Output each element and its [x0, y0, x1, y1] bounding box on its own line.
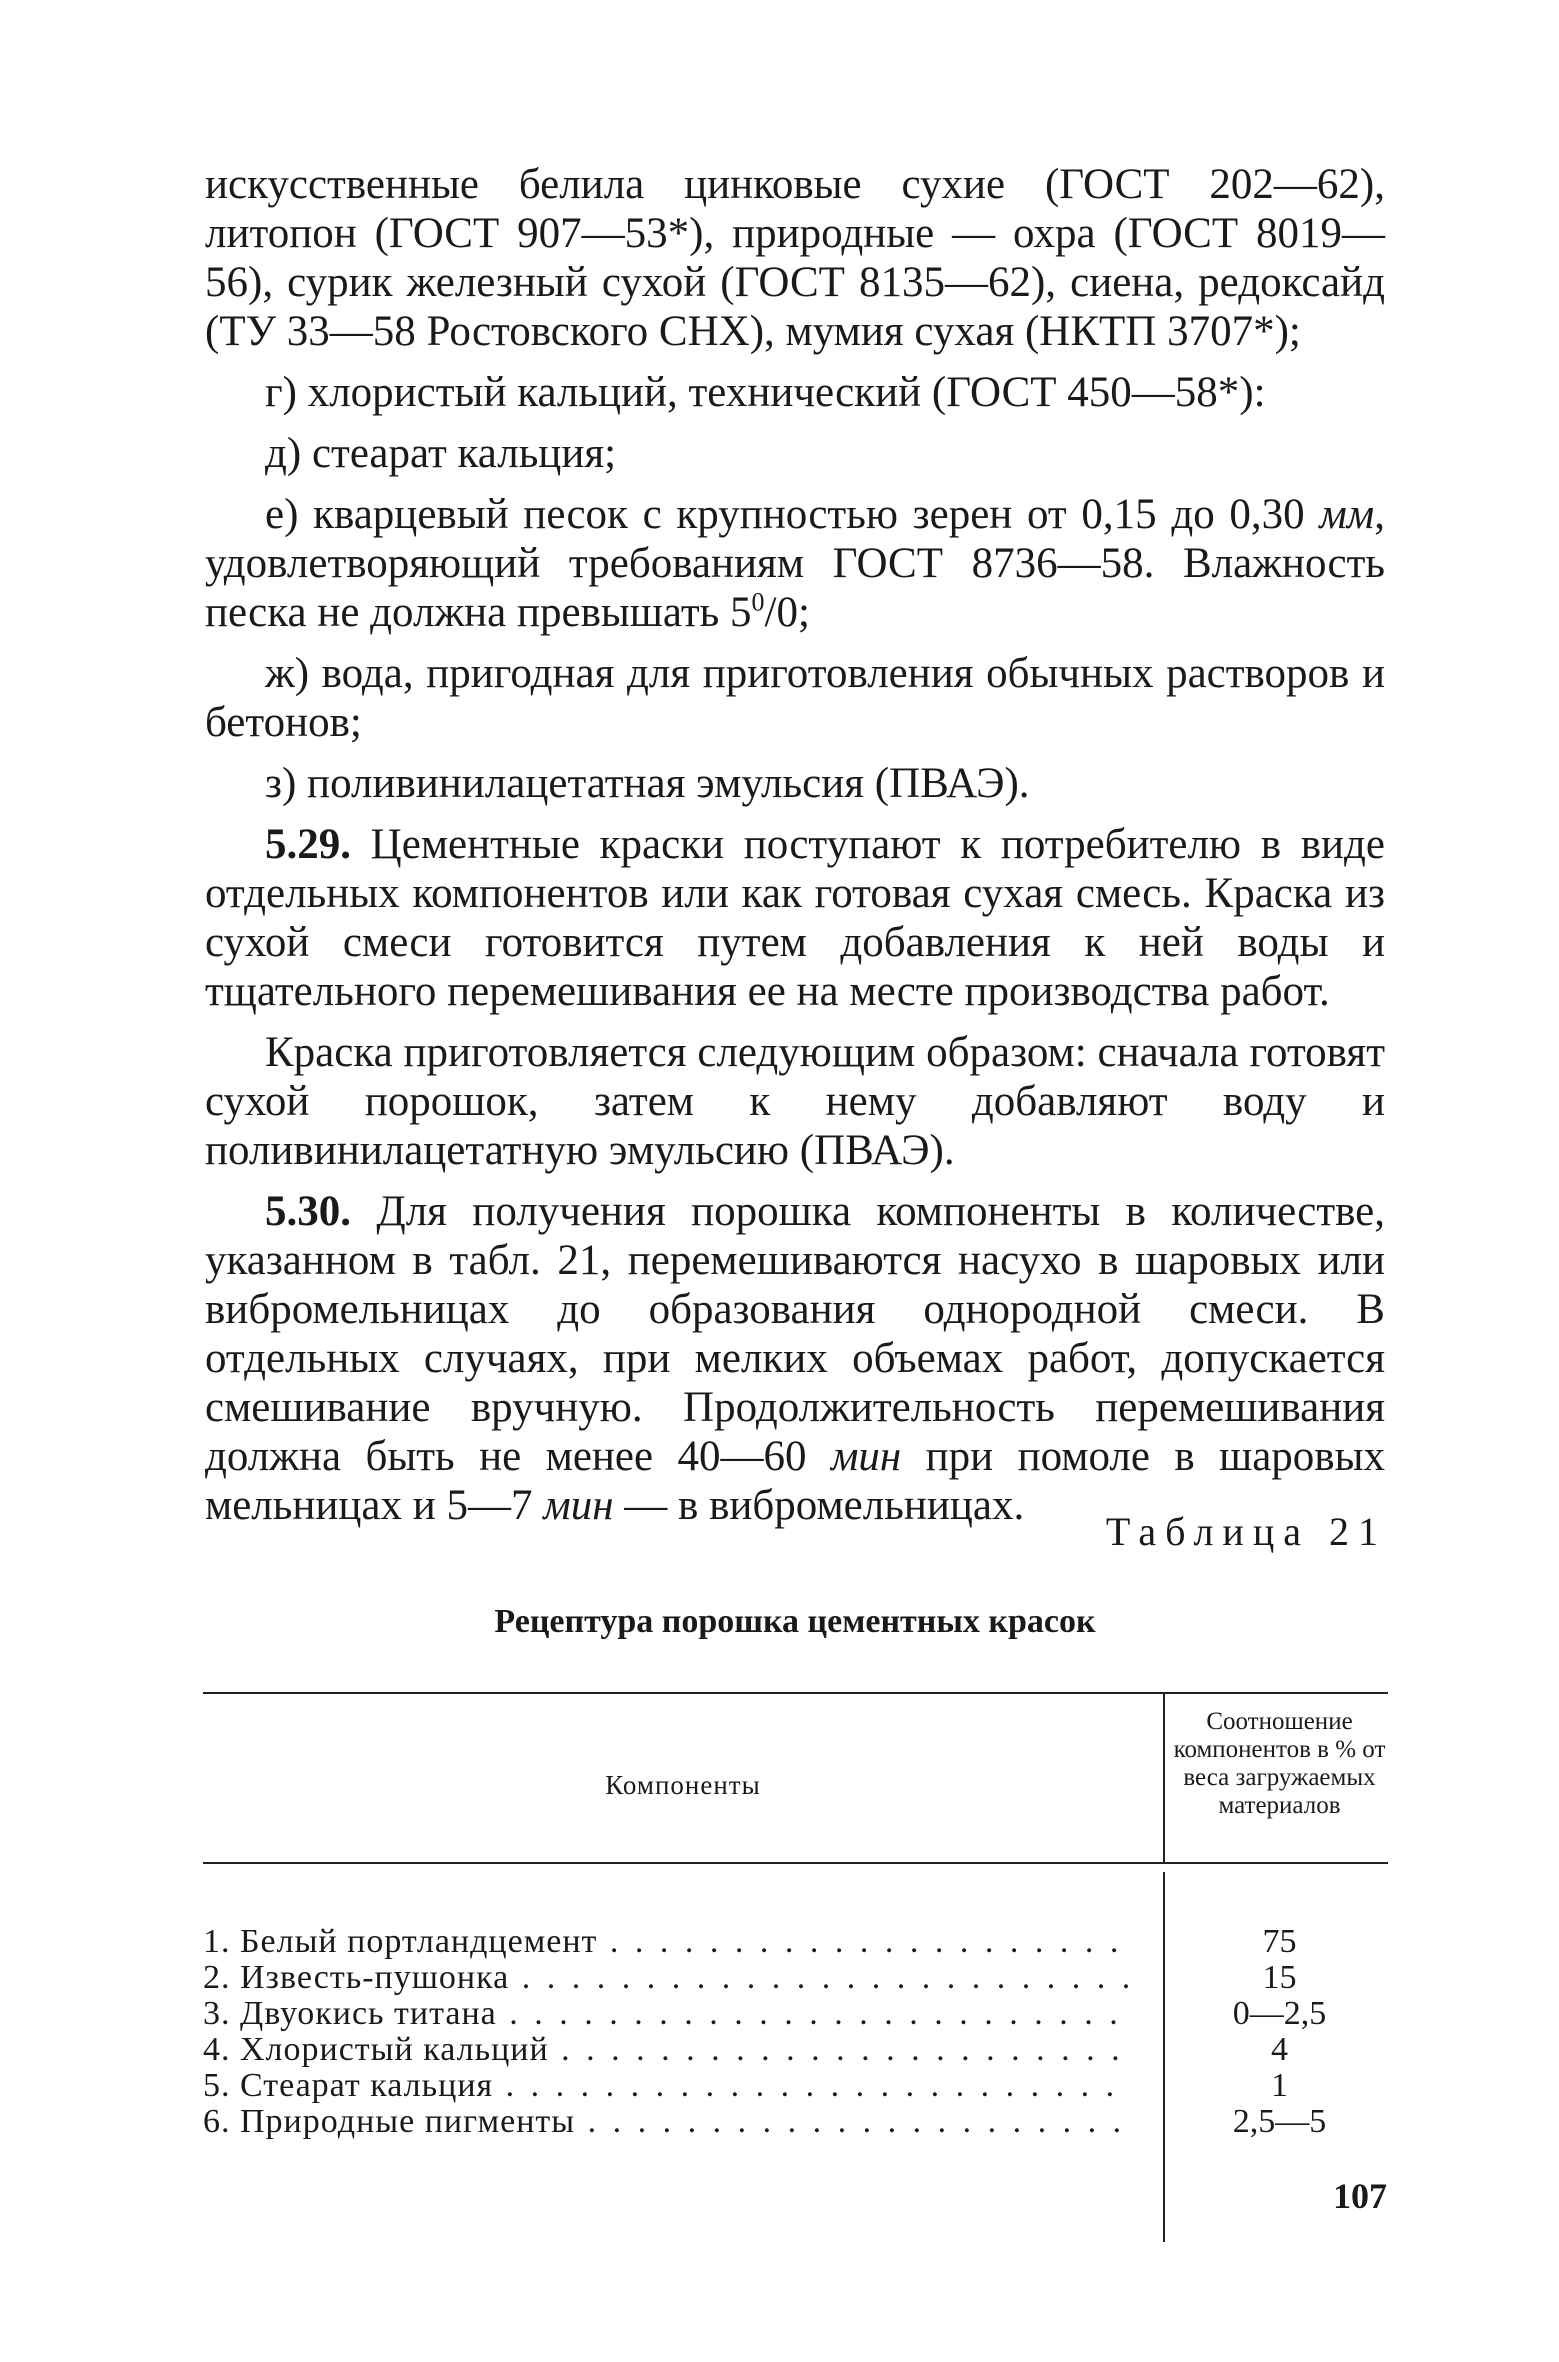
table-row [203, 1960, 1388, 1996]
item-e-unit: мм [1319, 491, 1375, 538]
body-text [205, 160, 1385, 1542]
component-ratio: 4 [1271, 2031, 1288, 2068]
section-number: 5.30. [265, 1188, 351, 1235]
table-top-rule [203, 1692, 1388, 1694]
section-5-30 [205, 1187, 1385, 1530]
component-name: 2. Известь-пушонка . . . [203, 1960, 1133, 1996]
table-caption: Таблица 21 [1105, 1509, 1387, 1554]
header-components: Компоненты [605, 1770, 761, 1800]
header-ratio: Соотношение компонентов в % от веса загружаемых материалов [1173, 1708, 1386, 1819]
unit-min: мин [543, 1482, 614, 1529]
paragraph-pigments: искусственные белила цинковые сухие (ГОСТ 202—62), литопон (ГОСТ 907—53*), природные — охра (ГОСТ 8019—56), сурик железный сухой (ГОСТ 8135—62), сиена, редоксайд (ТУ 33—58 Ростовского СНХ), мумия сухая (НКТП 3707*); [205, 161, 1385, 355]
table-row [203, 1996, 1388, 2032]
component-ratio: 75 [1262, 1923, 1297, 1960]
unit-min: мин [830, 1433, 902, 1480]
item-d: д) стеарат кальция; [265, 430, 617, 477]
component-ratio: 2,5—5 [1232, 2103, 1327, 2140]
table-row [203, 1924, 1388, 1960]
component-name: 4. Хлористый кальций . . . [203, 2032, 1133, 2068]
component-ratio: 0—2,5 [1232, 1995, 1327, 2032]
section-text-c: — в вибромельницах. [613, 1482, 1025, 1529]
section-5-29 [205, 820, 1385, 1016]
header-divider [1163, 1692, 1165, 1862]
section-text-b: при помоле в шаровых мельницах и 5—7 [205, 1433, 1385, 1529]
item-zh: ж) вода, пригодная для приготовления обычных растворов и бетонов; [205, 650, 1385, 746]
page-number: 107 [1333, 2176, 1387, 2216]
component-name: 5. Стеарат кальция . . . [203, 2068, 1133, 2104]
item-e-part1: е) кварцевый песок с крупностью зерен от 0,15 до 0,30 [265, 491, 1320, 538]
paragraph-preparation: Краска приготовляется следующим образом: сначала готовят сухой порошок, затем к нему добавляют воду и поливинилацетатную эмульсию (ПВАЭ). [205, 1029, 1385, 1174]
section-text: Цементные краски поступают к потребителю в виде отдельных компонентов или как готовая сухая смесь. Краска из сухой смеси готовится путем добавления к ней воды и тщательного перемешивания ее на месте производства работ. [205, 821, 1385, 1015]
item-e-part2: , удовлетворяющий требованиям ГОСТ 8736—58. Влажность песка не должна превышать 5 [205, 491, 1385, 636]
section-text-a: Для получения порошка компоненты в количестве, указанном в табл. 21, перемешиваются насухо в шаровых или вибромельницах до образования однородной смеси. В отдельных случаях, при мелких объемах работ, допускается смешивание вручную. Продолжительность перемешивания должна быть не менее 40—60 [205, 1188, 1385, 1480]
item-g: г) хлористый кальций, технический (ГОСТ 450—58*): [265, 369, 1266, 416]
table-row [203, 2032, 1388, 2068]
item-z: з) поливинилацетатная эмульсия (ПВАЭ). [265, 760, 1030, 807]
item-e [205, 490, 1385, 637]
table-row [203, 2104, 1388, 2140]
table-title: Рецептура порошка цементных красок [494, 1603, 1096, 1640]
component-ratio: 1 [1271, 2067, 1288, 2104]
component-ratio: 15 [1262, 1959, 1297, 1996]
component-name: 3. Двуокись титана . . . [203, 1996, 1133, 2032]
header-bottom-rule [203, 1862, 1388, 1864]
table-row [203, 2068, 1388, 2104]
section-number: 5.29. [265, 821, 351, 868]
item-e-part3: /0; [764, 589, 810, 636]
component-name: 6. Природные пигменты . . . [203, 2104, 1133, 2140]
component-name: 1. Белый портландцемент . . . [203, 1924, 1133, 1960]
item-e-percent: 0 [751, 587, 765, 617]
